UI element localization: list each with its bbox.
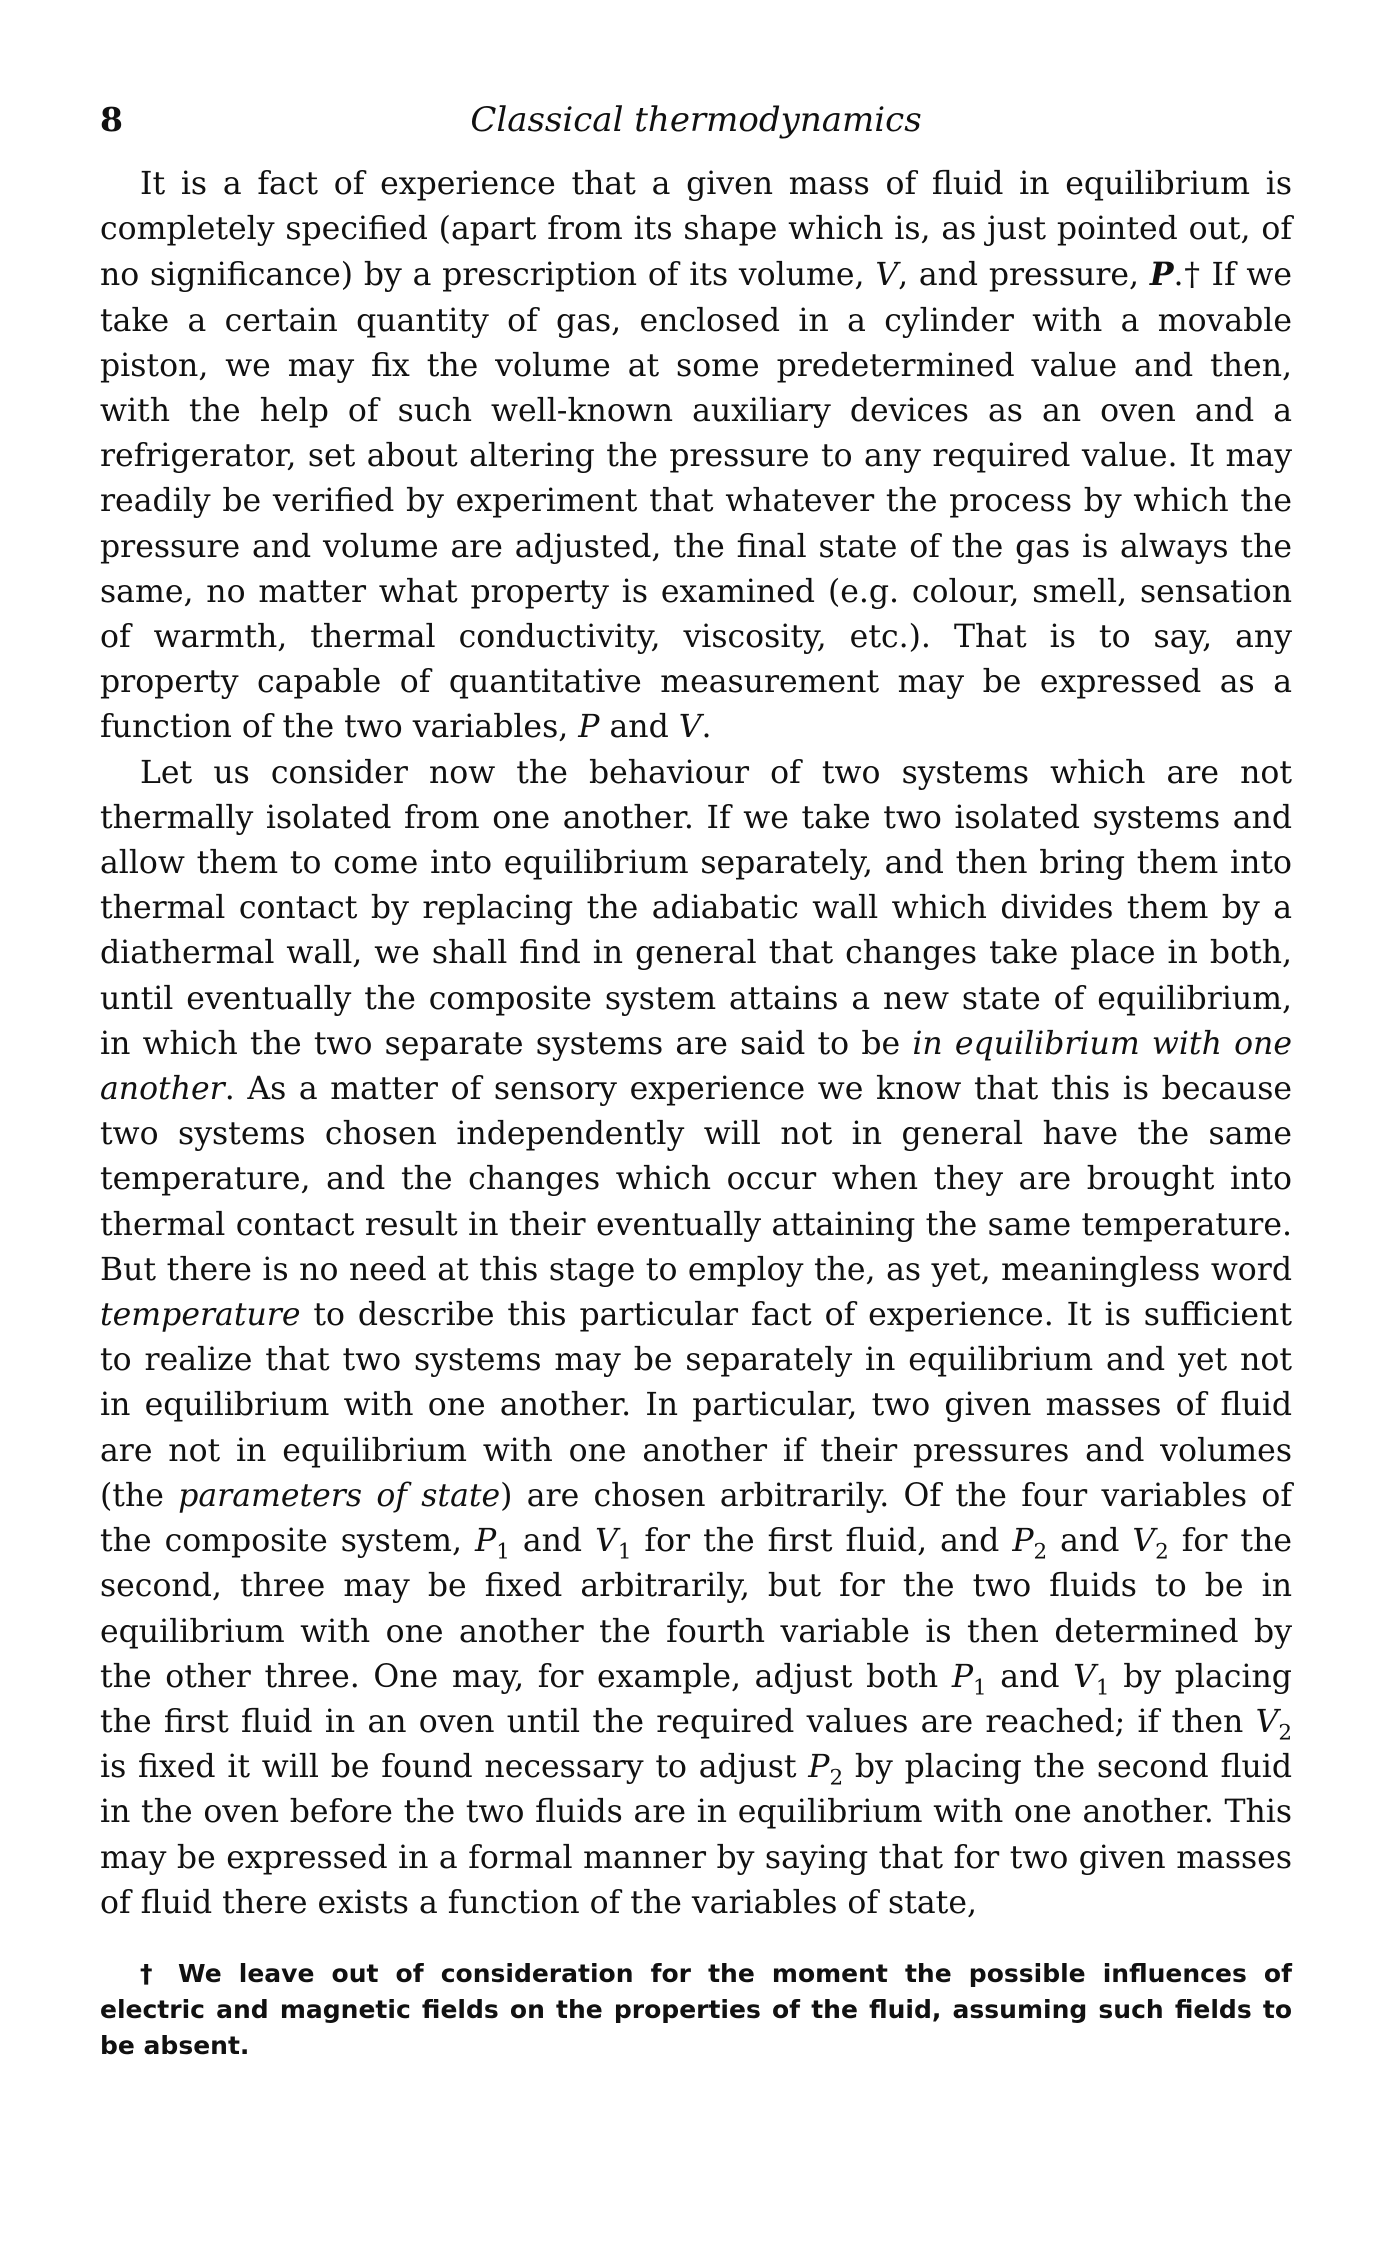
footnote-text: † We leave out of consideration for the moment the possible influences of electric and magnetic fields on the properties of the fluid, assuming such fields to be absent. — [100, 1958, 1292, 2060]
term-temperature: temperature — [100, 1297, 301, 1334]
page-header — [100, 100, 1292, 160]
body-text — [100, 162, 1292, 1926]
paragraph-1: It is a fact of experience that a given mass of fluid in equilibrium is completely specified (apart from its shape which is, as just pointed out, of no significance) by a prescription of its volume, V, and pressure, P.† If we take a certain quantity of gas, enclosed in a cylinder with a movable piston, we may fix the volume at some predetermined value and then, with the help of such well-known auxiliary devices as an oven and a refrigerator, set about altering the pressure to any required value. It may readily be verified by experiment that whatever the process by which the pressure and volume are adjusted, the final state of the gas is always the same, no matter what property is examined (e.g. colour, smell, sensation of warmth, thermal conductivity, viscosity, etc.). That is to say, any property capable of quantitative measurement may be expressed as a function of the two variables, P and V. — [100, 166, 1293, 746]
running-title: Classical thermodynamics — [470, 100, 922, 140]
footnote — [100, 1956, 1292, 2064]
term-parameters-of-state: parameters of state — [178, 1477, 501, 1514]
term-equilibrium-with-one-another: in equilibrium with one another — [100, 1025, 1292, 1108]
page — [100, 100, 1292, 2064]
paragraph-2: Let us consider now the behaviour of two systems which are not thermally isolated from one another. If we take two isolated systems and allow them to come into equilibrium separately, and then bring them into thermal contact by replacing the adiabatic wall which divides them by a diathermal wall, we shall find in general that changes take place in both, until eventually the composite system attains a new state of equilibrium, in which the two separate systems are said to be in equilibrium with one another. As a matter of sensory experience we know that this is because two systems chosen independently will not in general have the same temperature, and the changes which occur when they are brought into thermal contact result in their eventually attaining the same temperature. But there is no need at this stage to employ the, as yet, meaningless word temperature to describe this particular fact of experience. It is sufficient to realize that two systems may be separately in equilibrium and yet not in equilibrium with one another. In particular, two given masses of fluid are not in equilibrium with one another if their pressures and volumes (the parameters of state) are chosen arbitrarily. Of the four variables of the composite system, $P_1$ and $V_1$ for the first fluid, and $P_2$ and $V_2$ for the second, three may be fixed arbitrarily, but for the two fluids to be in equilibrium with one another the fourth variable is then determined by the other three. One may, for example, adjust both $P_1$ and $V_1$ by placing the first fluid in an oven until the required values are reached; if then $V_2$ is fixed it will be found necessary to adjust $P_2$ by placing the second fluid in the oven before the two fluids are in equilibrium with one another. This may be expressed in a formal manner by saying that for two given masses of fluid there exists a function of the variables of state, — [100, 754, 1292, 1921]
page-number: 8 — [100, 100, 123, 139]
